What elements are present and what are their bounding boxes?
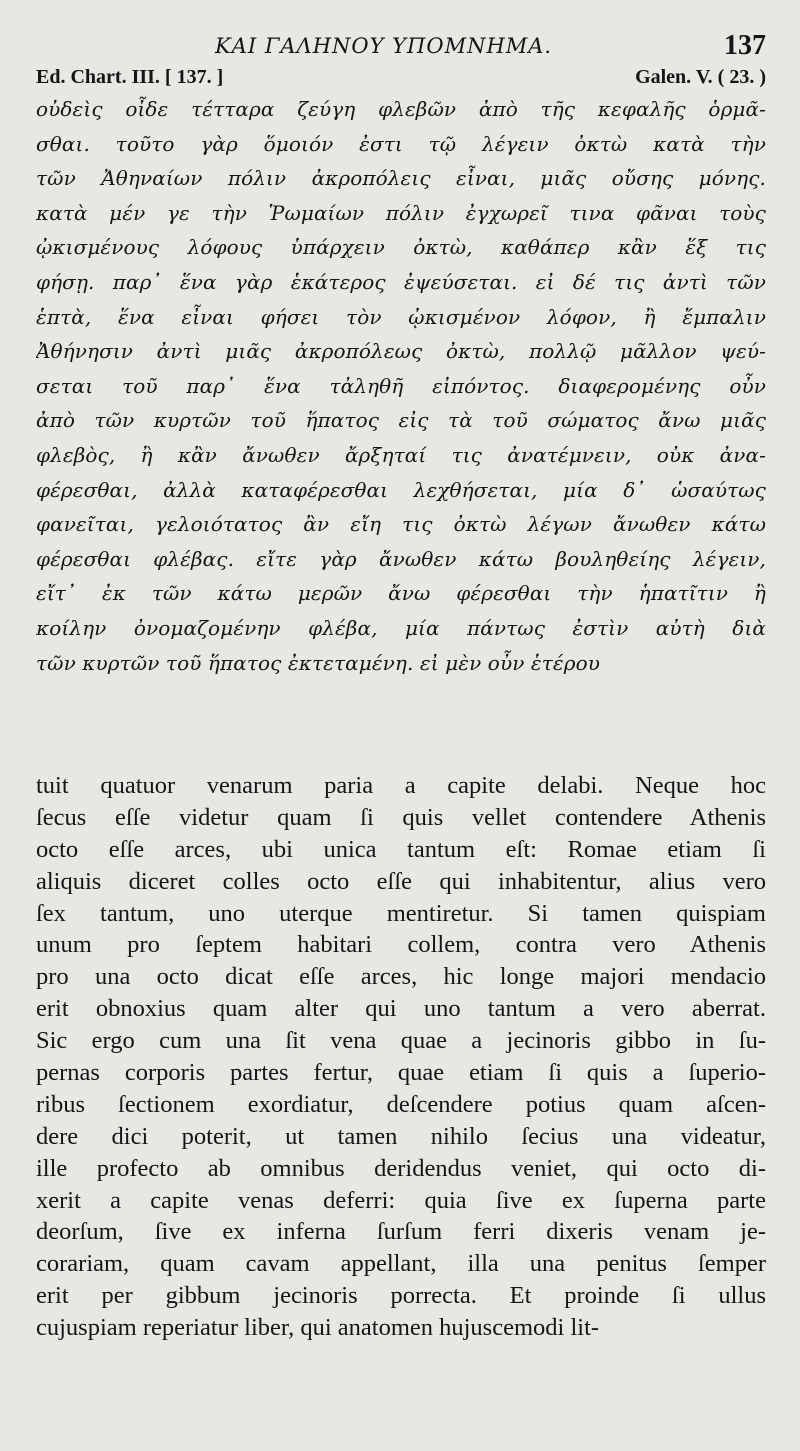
latin-text-line: ille profecto ab omnibus deridendus veniet, qui octo di-	[36, 1154, 766, 1182]
latin-text-line: octo eſſe arces, ubi unica tantum eſt: Romae etiam ſi	[36, 835, 766, 863]
latin-text-line: corariam, quam cavam appellant, illa una penitus ſemper	[36, 1250, 766, 1278]
greek-text-line: φλεβὸς, ἢ κἂν ἄνωθεν ἄρξηταί τις ἀνατέμνειν, οὐκ ἀνα-	[36, 442, 766, 467]
edition-reference-line	[36, 66, 766, 92]
greek-text-line: φέρεσθαι, ἀλλὰ καταφέρεσθαι λεχθήσεται, μία δ᾽ ὡσαύτως	[36, 477, 766, 502]
greek-text-line: σθαι. τοῦτο γὰρ ὅμοιόν ἐστι τῷ λέγειν ὀκτὼ κατὰ τὴν	[36, 131, 766, 156]
greek-text-block	[36, 92, 766, 680]
greek-text-line: κοίλην ὀνομαζομένην φλέβα, μία πάντως ἐστὶν αὐτὴ διὰ	[36, 615, 766, 640]
latin-text-line: pro una octo dicat eſſe arces, hic longe majori mendacio	[36, 963, 766, 991]
greek-text-line: τῶν κυρτῶν τοῦ ἥπατος ἐκτεταμένη. εἰ μὲν οὖν ἑτέρου	[36, 650, 601, 675]
latin-text-line: xerit a capite venas deferri: quia ſive ex ſuperna parte	[36, 1186, 766, 1214]
latin-text-line: Sic ergo cum una ſit vena quae a jecinoris gibbo in ſu-	[36, 1027, 766, 1055]
latin-text-line: erit per gibbum jecinoris porrecta. Et proinde ſi ullus	[36, 1282, 766, 1310]
latin-text-line: dere dici poterit, ut tamen nihilo ſecius una videatur,	[36, 1122, 766, 1150]
latin-text-line: tuit quatuor venarum paria a capite delabi. Neque hoc	[36, 772, 766, 799]
edition-reference-right: Galen. V. ( 23. )	[635, 66, 766, 88]
greek-text-line: ᾠκισμένους λόφους ὑπάρχειν ὀκτὼ, καθάπερ κἂν ἕξ τις	[36, 235, 766, 260]
greek-text-line: σεται τοῦ παρ᾽ ἕνα τἀληθῆ εἰπόντος. διαφερομένης οὖν	[36, 373, 766, 398]
latin-text-line: deorſum, ſive ex inferna ſurſum ferri dixeris venam je-	[36, 1218, 766, 1246]
greek-text-line: οὐδεὶς οἶδε τέτταρα ζεύγη φλεβῶν ἀπὸ τῆς κεφαλῆς ὁρμᾶ-	[36, 97, 766, 121]
greek-text-line: ἑπτὰ, ἕνα εἶναι φήσει τὸν ᾠκισμένον λόφον, ἢ ἔμπαλιν	[36, 304, 766, 329]
greek-text-line: κατὰ μέν γε τὴν Ῥωμαίων πόλιν ἐγχωρεῖ τινα φᾶναι τοὺς	[36, 200, 766, 225]
page-number: 137	[724, 30, 766, 61]
greek-text-line: φανεῖται, γελοιότατος ἂν εἴη τις ὀκτὼ λέγων ἄνωθεν κάτω	[36, 512, 766, 537]
latin-text-line: ſecus eſſe videtur quam ſi quis vellet contendere Athenis	[36, 803, 766, 831]
latin-text-line: ribus ſectionem exordiatur, deſcendere potius quam aſcen-	[36, 1090, 766, 1118]
greek-text-line: τῶν Ἀθηναίων πόλιν ἀκροπόλεις εἶναι, μιᾶς οὔσης μόνης.	[36, 166, 766, 191]
latin-text-line: unum pro ſeptem habitari collem, contra vero Athenis	[36, 931, 766, 959]
running-title: ΚΑΙ ΓΑΛΗΝΟΥ ΥΠΟΜΝΗΜΑ.	[215, 34, 553, 58]
latin-text-line: cujuspiam reperiatur liber, qui anatomen hujuscemodi lit-	[36, 1314, 600, 1342]
greek-text-line: ἀπὸ τῶν κυρτῶν τοῦ ἥπατος εἰς τὰ τοῦ σώματος ἄνω μιᾶς	[36, 408, 766, 433]
running-head	[0, 30, 800, 66]
edition-reference-left: Ed. Chart. III. [ 137. ]	[36, 66, 224, 88]
latin-text-line: aliquis diceret colles octo eſſe qui inhabitentur, alius vero	[36, 867, 766, 895]
latin-text-block	[36, 770, 766, 1344]
latin-text-line: ſex tantum, uno uterque mentiretur. Si tamen quispiam	[36, 899, 766, 927]
greek-text-line: Ἀθήνησιν ἀντὶ μιᾶς ἀκροπόλεως ὀκτὼ, πολλῷ μᾶλλον ψεύ-	[36, 339, 766, 364]
greek-text-line: φέρεσθαι φλέβας. εἴτε γὰρ ἄνωθεν κάτω βουληθείης λέγειν,	[36, 546, 766, 571]
latin-text-line: pernas corporis partes fertur, quae etiam ſi quis a ſuperio-	[36, 1059, 766, 1087]
greek-text-line: φήσῃ. παρ᾽ ἕνα γὰρ ἑκάτερος ἐψεύσεται. εἰ δέ τις ἀντὶ τῶν	[36, 269, 766, 294]
greek-text-line: εἴτ᾽ ἐκ τῶν κάτω μερῶν ἄνω φέρεσθαι τὴν ἡπατῖτιν ἢ	[36, 581, 766, 606]
latin-text-line: erit obnoxius quam alter qui uno tantum a vero aberrat.	[36, 995, 766, 1023]
